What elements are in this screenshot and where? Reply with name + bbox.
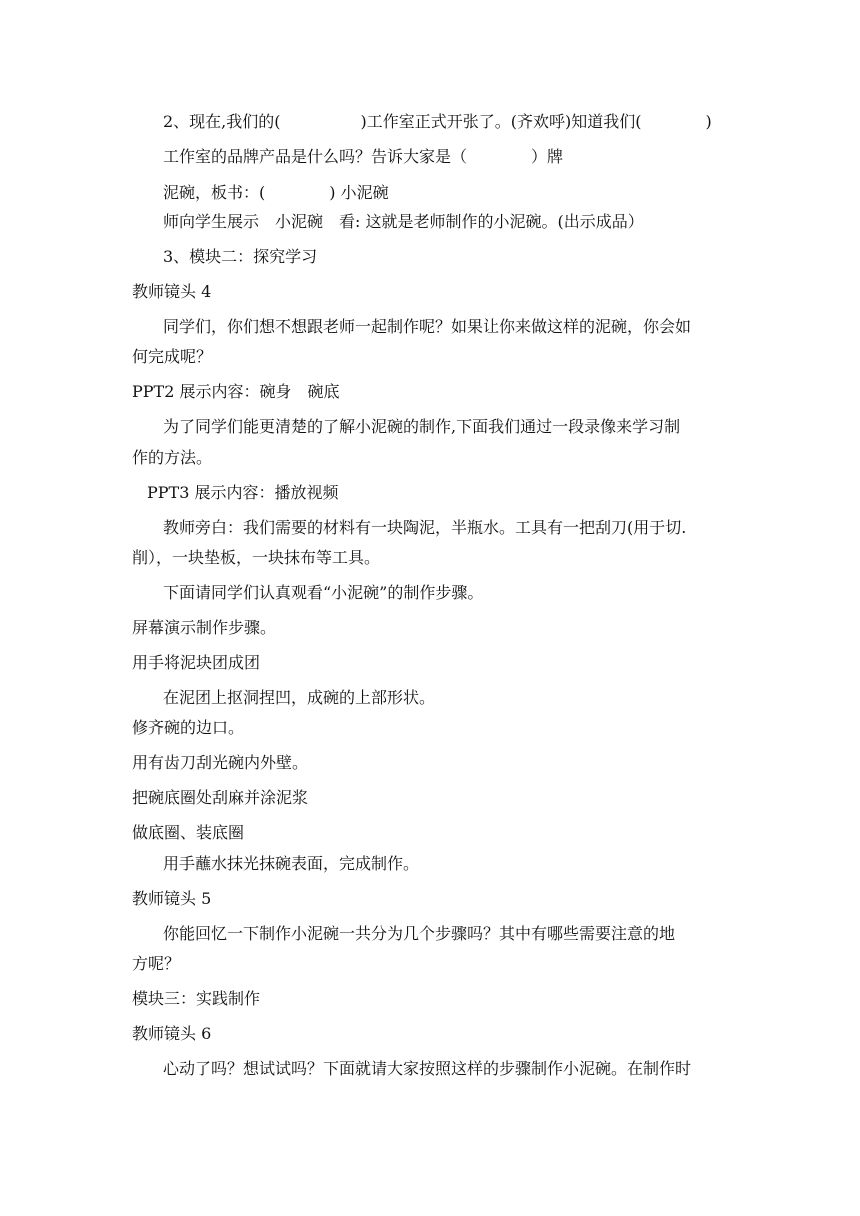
step-line: 用有齿刀刮光碗内外壁。 [132,753,309,772]
paragraph-line: 下面请同学们认真观看“小泥碗”的制作步骤。 [163,583,484,602]
paragraph-line: 方呢？ [132,954,181,973]
section-heading: 3、模块二：探究学习 [163,247,318,266]
paragraph-line: 作的方法。 [132,448,213,467]
step-line: 把碗底圈处刮麻并涂泥浆 [132,788,309,807]
step-line: 用手蘸水抹光抹碗表面，完成制作。 [163,854,420,873]
ppt-label: PPT3 展示内容：播放视频 [147,483,339,502]
paragraph-line: 工作室的品牌产品是什么吗？告诉大家是（ ）牌 [163,147,564,166]
paragraph-line: 2、现在,我们的( )工作室正式开张了。(齐欢呼)知道我们( ) [163,112,712,131]
section-heading: 模块三：实践制作 [132,989,261,1008]
step-line: 做底圈、装底圈 [132,823,245,842]
paragraph-line: 教师旁白：我们需要的材料有一块陶泥，半瓶水。工具有一把刮刀(用于切. [163,518,687,537]
shot-label: 教师镜头 5 [132,889,212,908]
paragraph-line: 你能回忆一下制作小泥碗一共分为几个步骤吗？其中有哪些需要注意的地 [163,924,676,943]
paragraph-line: 削），一块垫板，一块抹布等工具。 [132,548,381,567]
step-line: 用手将泥块团成团 [132,653,261,672]
paragraph-line: 何完成呢？ [132,347,213,366]
shot-label: 教师镜头 4 [132,282,212,301]
step-line: 修齐碗的边口。 [132,718,245,737]
ppt-label: PPT2 展示内容：碗身 碗底 [132,382,340,401]
paragraph-line: 心动了吗？想试试吗？下面就请大家按照这样的步骤制作小泥碗。在制作时 [163,1059,692,1078]
paragraph-line: 为了同学们能更清楚的了解小泥碗的制作,下面我们通过一段录像来学习制 [163,417,681,436]
step-line: 在泥团上抠洞捏凹，成碗的上部形状。 [163,688,436,707]
paragraph-line: 师向学生展示 小泥碗 看: 这就是老师制作的小泥碗。(出示成品） [163,212,644,231]
shot-label: 教师镜头 6 [132,1024,212,1043]
paragraph-line: 泥碗，板书：( ) 小泥碗 [163,183,389,202]
paragraph-line: 同学们，你们想不想跟老师一起制作呢？如果让你来做这样的泥碗，你会如 [163,317,692,336]
paragraph-line: 屏幕演示制作步骤。 [132,618,277,637]
